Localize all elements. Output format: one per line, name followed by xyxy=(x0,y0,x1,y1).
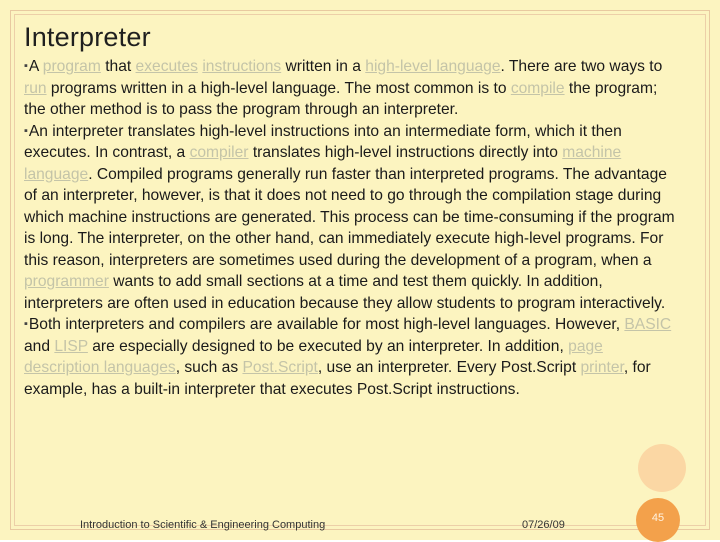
paragraph-text: . There are two ways to xyxy=(500,58,663,75)
slide-title: Interpreter xyxy=(24,22,151,52)
paragraph-text: and xyxy=(24,337,55,355)
paragraph-text: An interpreter translates high-level instructions into an intermediate form, which it then executes. In contrast, a xyxy=(24,122,622,161)
hyperlink[interactable]: program xyxy=(42,58,101,75)
bullet-icon: ▪ xyxy=(24,124,28,137)
page-number: 45 xyxy=(651,512,665,524)
hyperlink[interactable]: LISP xyxy=(54,337,88,355)
paragraph-text: translates high-level instructions directly into xyxy=(248,144,563,161)
footer-course: Introduction to Scientific & Engineering Computing xyxy=(80,519,326,531)
decorative-circle xyxy=(638,444,686,492)
slide-body xyxy=(24,56,679,400)
hyperlink[interactable]: instructions xyxy=(202,58,282,75)
bullet-icon: ▪ xyxy=(24,318,28,330)
hyperlink[interactable]: high-level language xyxy=(365,58,501,75)
hyperlink[interactable]: compile xyxy=(510,79,565,97)
hyperlink[interactable]: Post.Script xyxy=(242,359,318,376)
paragraph-text: , such as xyxy=(175,359,243,376)
paragraph-text: , use an interpreter. Every Post.Script xyxy=(317,359,581,376)
paragraph-text: are especially designed to be executed by an interpreter. In addition, xyxy=(87,337,569,355)
hyperlink[interactable]: page description languages xyxy=(24,337,603,376)
hyperlink[interactable]: executes xyxy=(135,58,198,75)
paragraph-text: , for example, has a built-in interpreter that executes Post.Script instructions. xyxy=(24,359,651,398)
paragraph-text: that xyxy=(100,58,136,75)
paragraph-text: the program; the other method is to pass the program through an interpreter. xyxy=(24,79,658,118)
hyperlink[interactable]: machine language xyxy=(24,144,622,183)
paragraph xyxy=(24,56,679,121)
footer-date: 07/26/09 xyxy=(522,519,565,531)
paragraph-text: wants to add small sections at a time and test them quickly. In addition, interpreters are often used in education because they allow students to program interactively. xyxy=(24,273,666,312)
hyperlink[interactable]: programmer xyxy=(24,273,109,290)
paragraph-text: Both interpreters and compilers are available for most high-level languages. However, xyxy=(28,316,625,333)
paragraph-text: programs written in a high-level language. The most common is to xyxy=(46,79,511,97)
hyperlink[interactable]: compiler xyxy=(189,144,249,161)
paragraph-text: . Compiled programs generally run faster than interpreted programs. The advantage of an interpreter, however, is that it does not need to go through the compilation stage during which machine instructions are generated. This process can be time-consuming if the program is long. The interpreter, on the other hand, can immediately execute high-level programs. For this reason, interpreters are sometimes used during the development of a program, when a xyxy=(24,165,675,269)
paragraph-text: A xyxy=(28,58,43,75)
paragraph xyxy=(24,314,679,400)
page-number-badge xyxy=(636,498,680,542)
paragraph xyxy=(24,121,679,315)
hyperlink[interactable]: BASIC xyxy=(624,316,672,333)
paragraph-text: written in a xyxy=(281,58,366,75)
hyperlink[interactable]: printer xyxy=(580,359,624,376)
hyperlink[interactable]: run xyxy=(24,79,47,97)
bullet-icon: ▪ xyxy=(24,60,28,72)
